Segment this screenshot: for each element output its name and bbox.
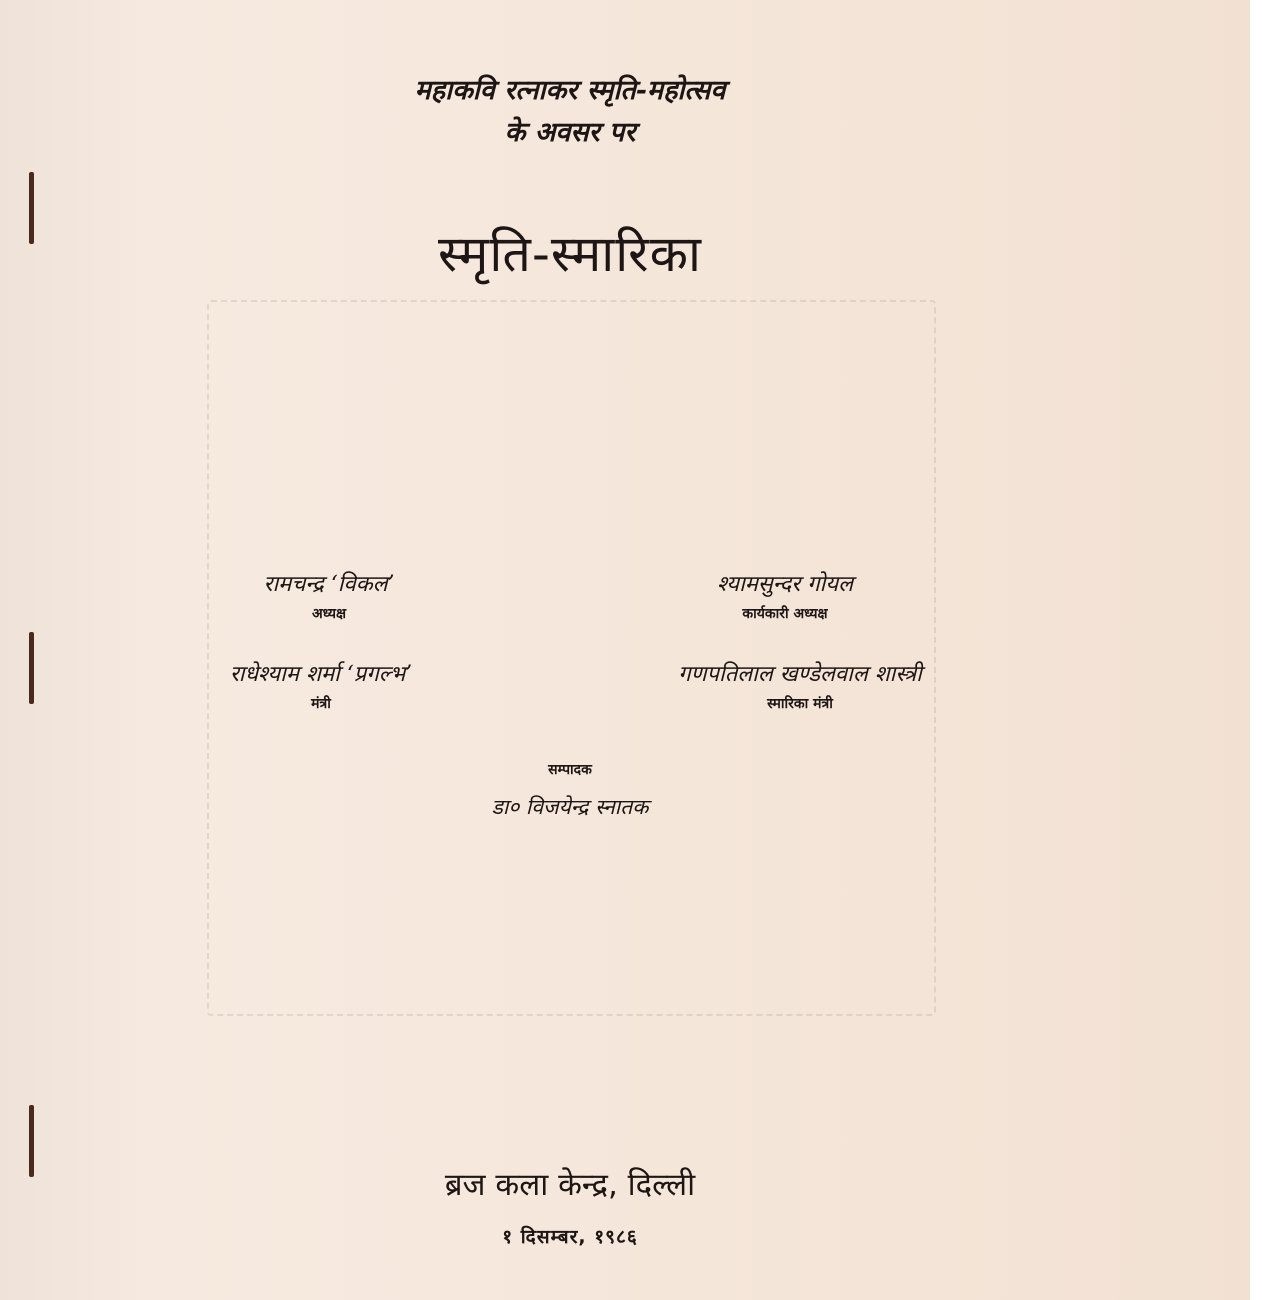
member-name: रामचन्द्र ‘विकल’ <box>263 572 395 597</box>
page-margin <box>1250 0 1268 1300</box>
member-role: मंत्री <box>311 696 331 712</box>
member-name: श्यामसुन्दर गोयल <box>716 572 854 597</box>
editor-label: सम्पादक <box>548 762 592 778</box>
member-name: राधेश्याम शर्मा ‘प्रगल्भ’ <box>229 662 413 687</box>
member-role: कार्यकारी अध्यक्ष <box>742 606 828 622</box>
editor-block <box>440 760 700 822</box>
committee-member-president <box>224 570 434 624</box>
member-role: अध्यक्ष <box>311 606 347 622</box>
committee-member-souvenir-secretary <box>640 660 960 714</box>
occasion-heading <box>0 70 1140 154</box>
binding-stitch <box>29 632 34 704</box>
member-name: गणपतिलाल खण्डेलवाल शास्त्री <box>678 662 922 687</box>
publisher-name: ब्रज कला केन्द्र, दिल्ली <box>444 1167 696 1203</box>
editor-name: डा० विजयेन्द्र स्नातक <box>491 795 649 819</box>
occasion-line-1: महाकवि रत्नाकर स्मृति-महोत्सव <box>414 75 726 106</box>
show-through-border <box>207 300 936 1016</box>
committee-member-secretary <box>186 660 456 714</box>
member-role: स्मारिका मंत्री <box>767 696 833 712</box>
publication-date: १ दिसम्बर, १९८६ <box>502 1226 638 1248</box>
committee-member-executive-president <box>680 570 890 624</box>
page-title: स्मृति-स्मारिका <box>438 225 702 283</box>
occasion-line-2: के अवसर पर <box>504 117 636 148</box>
